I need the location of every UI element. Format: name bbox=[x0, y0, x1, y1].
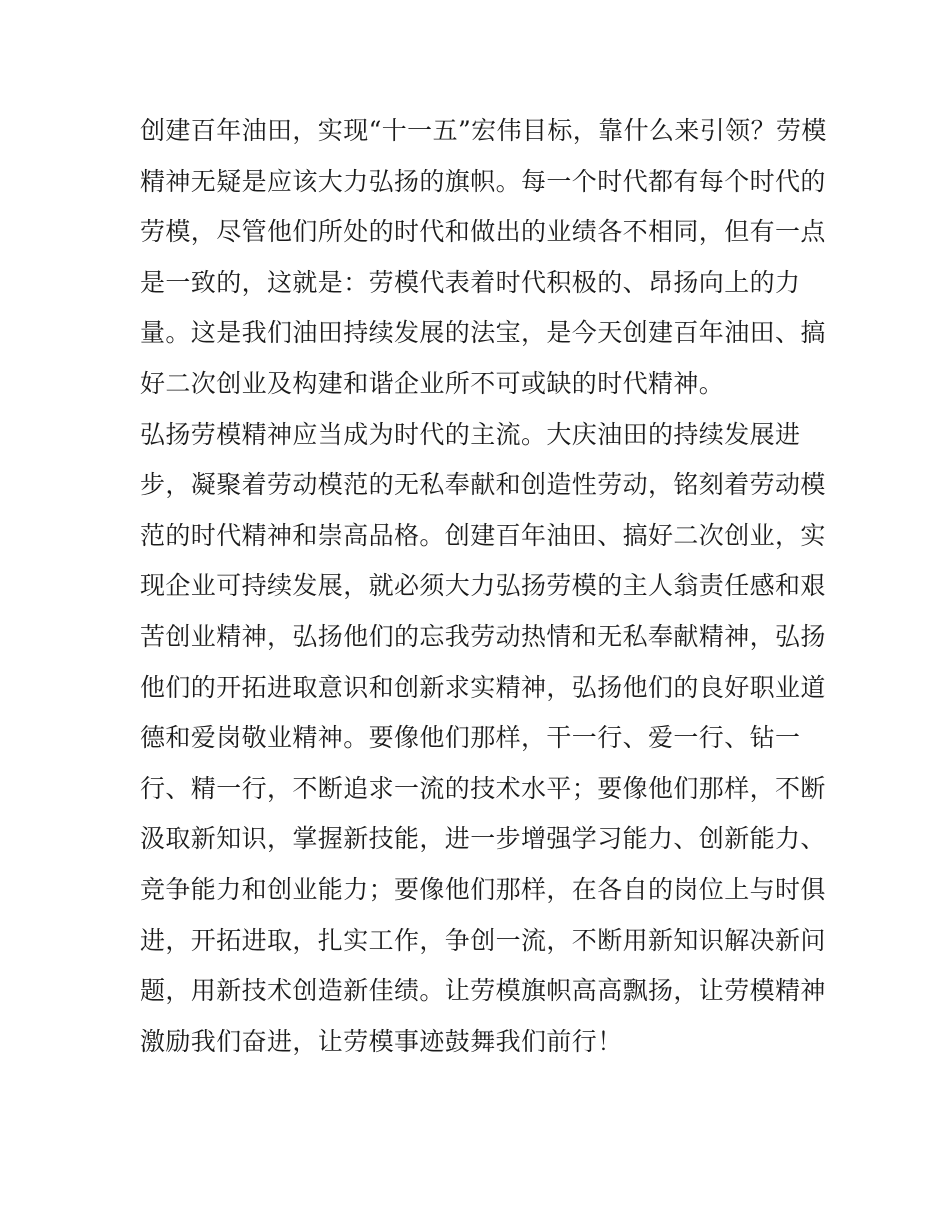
paragraph-2 bbox=[140, 410, 826, 1068]
text-line: 好二次创业及构建和谐企业所不可或缺的时代精神。 bbox=[140, 368, 725, 398]
text-line: 弘扬劳模精神应当成为时代的主流。大庆油田的持续发展进 bbox=[140, 419, 801, 449]
text-line: 劳模，尽管他们所处的时代和做出的业绩各不相同，但有一点 bbox=[140, 217, 826, 247]
text-line: 题，用新技术创造新佳绩。让劳模旗帜高高飘扬，让劳模精神 bbox=[140, 976, 826, 1006]
text-line: 步，凝聚着劳动模范的无私奉献和创造性劳动，铭刻着劳动模 bbox=[140, 470, 826, 500]
text-line: 汲取新知识，掌握新技能，进一步增强学习能力、创新能力、 bbox=[140, 824, 826, 854]
text-line: 进，开拓进取，扎实工作，争创一流，不断用新知识解决新问 bbox=[140, 925, 826, 955]
text-line: 是一致的，这就是：劳模代表着时代积极的、昂扬向上的力 bbox=[140, 267, 801, 297]
text-line: 精神无疑是应该大力弘扬的旗帜。每一个时代都有每个时代的 bbox=[140, 166, 826, 196]
text-line: 行、精一行，不断追求一流的技术水平；要像他们那样，不断 bbox=[140, 773, 826, 803]
text-line: 竞争能力和创业能力；要像他们那样，在各自的岗位上与时俱 bbox=[140, 874, 826, 904]
text-line: 激励我们奋进，让劳模事迹鼓舞我们前行！ bbox=[140, 1026, 623, 1056]
document-body bbox=[140, 106, 827, 1067]
paragraph-1 bbox=[140, 106, 827, 410]
text-line: 量。这是我们油田持续发展的法宝，是今天创建百年油田、搞 bbox=[140, 318, 826, 348]
text-line: 德和爱岗敬业精神。要像他们那样，干一行、爱一行、钻一 bbox=[140, 723, 801, 753]
text-line: 范的时代精神和崇高品格。创建百年油田、搞好二次创业，实 bbox=[140, 520, 826, 550]
text-line: 苦创业精神，弘扬他们的忘我劳动热情和无私奉献精神，弘扬 bbox=[140, 621, 826, 651]
text-line: 现企业可持续发展，就必须大力弘扬劳模的主人翁责任感和艰 bbox=[140, 571, 826, 601]
text-line: 他们的开拓进取意识和创新求实精神，弘扬他们的良好职业道 bbox=[140, 672, 826, 702]
text-line: 创建百年油田，实现“十一五”宏伟目标，靠什么来引领？劳模 bbox=[140, 116, 827, 145]
